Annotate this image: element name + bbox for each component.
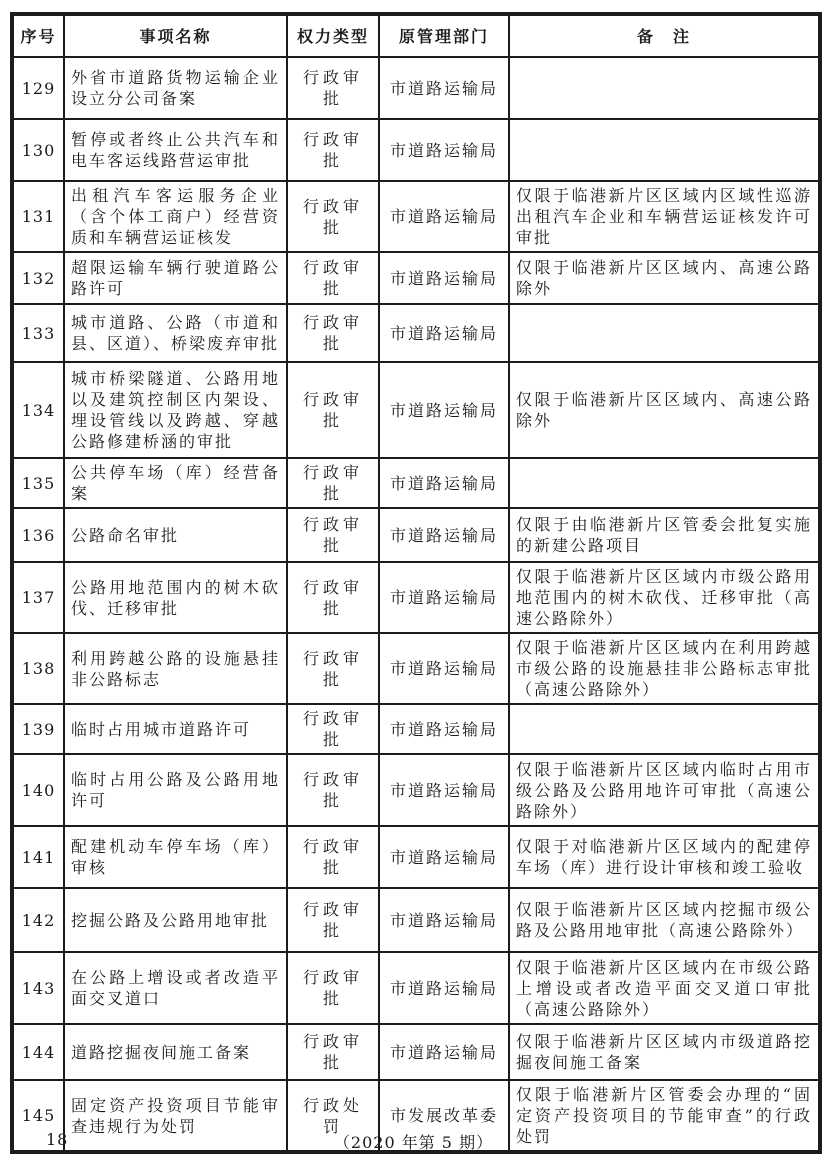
original-department: 市道路运输局 — [379, 508, 509, 562]
note: 仅限于临港新片区区域内市级道路挖掘夜间施工备案 — [509, 1024, 820, 1080]
table-row — [12, 458, 820, 508]
item-name: 城市桥梁隧道、公路用地以及建筑控制区内架设、埋设管线以及跨越、穿越公路修建桥涵的审批 — [64, 362, 287, 458]
row-number: 143 — [12, 952, 64, 1024]
power-type: 行政审批 — [287, 252, 379, 304]
page-number: 18 — [46, 1130, 69, 1149]
note: 仅限于临港新片区区域内挖掘市级公路及公路用地审批（高速公路除外） — [509, 888, 820, 952]
power-type: 行政审批 — [287, 888, 379, 952]
item-name: 固定资产投资项目节能审查违规行为处罚 — [64, 1080, 287, 1152]
table-body — [12, 57, 820, 1152]
row-number: 137 — [12, 562, 64, 633]
item-name: 道路挖掘夜间施工备案 — [64, 1024, 287, 1080]
table-row — [12, 562, 820, 633]
power-type: 行政审批 — [287, 826, 379, 888]
note: 仅限于由临港新片区管委会批复实施的新建公路项目 — [509, 508, 820, 562]
table-row — [12, 952, 820, 1024]
table-row — [12, 252, 820, 304]
power-type: 行政审批 — [287, 181, 379, 252]
note — [509, 304, 820, 362]
note — [509, 119, 820, 181]
power-type: 行政审批 — [287, 304, 379, 362]
row-number: 135 — [12, 458, 64, 508]
power-type: 行政审批 — [287, 1024, 379, 1080]
table-row — [12, 633, 820, 704]
original-department: 市道路运输局 — [379, 754, 509, 826]
item-name: 临时占用城市道路许可 — [64, 704, 287, 754]
row-number: 131 — [12, 181, 64, 252]
note: 仅限于临港新片区管委会办理的“固定资产投资项目的节能审查”的行政处罚 — [509, 1080, 820, 1152]
table-row — [12, 362, 820, 458]
note: 仅限于临港新片区区域内在市级公路上增设或者改造平面交叉道口审批（高速公路除外） — [509, 952, 820, 1024]
note: 仅限于临港新片区区域内临时占用市级公路及公路用地许可审批（高速公路除外） — [509, 754, 820, 826]
original-department: 市道路运输局 — [379, 252, 509, 304]
note — [509, 57, 820, 119]
power-type: 行政审批 — [287, 57, 379, 119]
power-type: 行政审批 — [287, 458, 379, 508]
item-name: 利用跨越公路的设施悬挂非公路标志 — [64, 633, 287, 704]
row-number: 129 — [12, 57, 64, 119]
row-number: 136 — [12, 508, 64, 562]
power-type: 行政审批 — [287, 952, 379, 1024]
power-type: 行政审批 — [287, 508, 379, 562]
power-type: 行政处罚 — [287, 1080, 379, 1152]
note: 仅限于临港新片区区域内市级公路用地范围内的树木砍伐、迁移审批（高速公路除外） — [509, 562, 820, 633]
item-name: 在公路上增设或者改造平面交叉道口 — [64, 952, 287, 1024]
original-department: 市道路运输局 — [379, 181, 509, 252]
table-row — [12, 1024, 820, 1080]
original-department: 市发展改革委 — [379, 1080, 509, 1152]
note: 仅限于临港新片区区域内、高速公路除外 — [509, 252, 820, 304]
note: 仅限于临港新片区区域内在利用跨越市级公路的设施悬挂非公路标志审批（高速公路除外） — [509, 633, 820, 704]
col-header-note: 备 注 — [509, 14, 820, 57]
table-row — [12, 826, 820, 888]
power-type: 行政审批 — [287, 704, 379, 754]
row-number: 130 — [12, 119, 64, 181]
page-footer — [0, 1130, 827, 1154]
row-number: 133 — [12, 304, 64, 362]
original-department: 市道路运输局 — [379, 888, 509, 952]
item-name: 超限运输车辆行驶道路公路许可 — [64, 252, 287, 304]
table-row — [12, 304, 820, 362]
item-name: 城市道路、公路（市道和县、区道）、桥梁废弃审批 — [64, 304, 287, 362]
table-row — [12, 57, 820, 119]
table-row — [12, 508, 820, 562]
item-name: 外省市道路货物运输企业设立分公司备案 — [64, 57, 287, 119]
original-department: 市道路运输局 — [379, 304, 509, 362]
item-name: 公共停车场（库）经营备案 — [64, 458, 287, 508]
original-department: 市道路运输局 — [379, 362, 509, 458]
table-row — [12, 704, 820, 754]
power-type: 行政审批 — [287, 362, 379, 458]
note — [509, 458, 820, 508]
power-type: 行政审批 — [287, 119, 379, 181]
original-department: 市道路运输局 — [379, 57, 509, 119]
power-type: 行政审批 — [287, 754, 379, 826]
original-department: 市道路运输局 — [379, 458, 509, 508]
header-row — [12, 14, 820, 57]
power-type: 行政审批 — [287, 562, 379, 633]
item-name: 暂停或者终止公共汽车和电车客运线路营运审批 — [64, 119, 287, 181]
note: 仅限于临港新片区区域内区域性巡游出租汽车企业和车辆营运证核发许可审批 — [509, 181, 820, 252]
issue-label: （2020 年第 5 期） — [333, 1133, 494, 1152]
row-number: 144 — [12, 1024, 64, 1080]
row-number: 139 — [12, 704, 64, 754]
table-row — [12, 181, 820, 252]
col-header-power-type: 权力类型 — [287, 14, 379, 57]
note: 仅限于临港新片区区域内、高速公路除外 — [509, 362, 820, 458]
original-department: 市道路运输局 — [379, 826, 509, 888]
original-department: 市道路运输局 — [379, 704, 509, 754]
power-items-table — [10, 12, 822, 1154]
original-department: 市道路运输局 — [379, 1024, 509, 1080]
row-number: 138 — [12, 633, 64, 704]
table-header — [12, 14, 820, 57]
col-header-item-name: 事项名称 — [64, 14, 287, 57]
table-row — [12, 119, 820, 181]
note: 仅限于对临港新片区区域内的配建停车场（库）进行设计审核和竣工验收 — [509, 826, 820, 888]
row-number: 132 — [12, 252, 64, 304]
original-department: 市道路运输局 — [379, 119, 509, 181]
col-header-original-department: 原管理部门 — [379, 14, 509, 57]
row-number: 142 — [12, 888, 64, 952]
item-name: 公路命名审批 — [64, 508, 287, 562]
original-department: 市道路运输局 — [379, 952, 509, 1024]
row-number: 141 — [12, 826, 64, 888]
row-number: 140 — [12, 754, 64, 826]
power-type: 行政审批 — [287, 633, 379, 704]
item-name: 出租汽车客运服务企业（含个体工商户）经营资质和车辆营运证核发 — [64, 181, 287, 252]
col-header-no: 序号 — [12, 14, 64, 57]
original-department: 市道路运输局 — [379, 633, 509, 704]
original-department: 市道路运输局 — [379, 562, 509, 633]
row-number: 134 — [12, 362, 64, 458]
item-name: 挖掘公路及公路用地审批 — [64, 888, 287, 952]
item-name: 配建机动车停车场（库）审核 — [64, 826, 287, 888]
item-name: 公路用地范围内的树木砍伐、迁移审批 — [64, 562, 287, 633]
table-row — [12, 888, 820, 952]
table-row — [12, 754, 820, 826]
row-number: 145 — [12, 1080, 64, 1152]
item-name: 临时占用公路及公路用地许可 — [64, 754, 287, 826]
note — [509, 704, 820, 754]
